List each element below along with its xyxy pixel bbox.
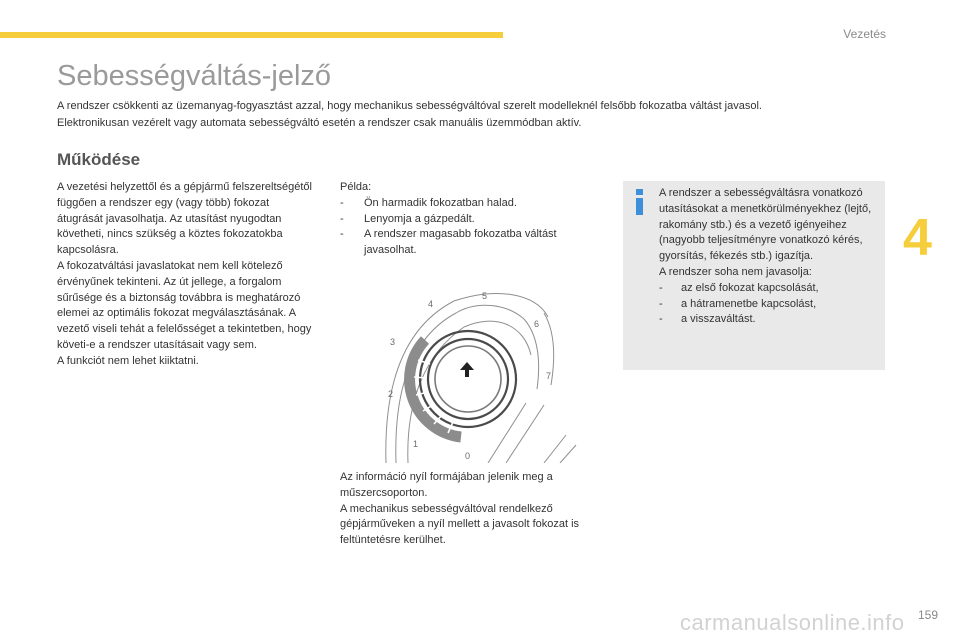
caption-paragraph: A mechanikus sebességváltóval rendelkező gépjárműveken a nyíl mellett a javasolt fokozat is feltüntetésre kerülhet. <box>340 502 580 547</box>
body-paragraph: A vezetési helyzettől és a gépjármű felszereltségétől függően a rendszer egy (vagy több) fokozat átugrását javasolhatja. Az utasítást nyugodtan követheti, nincs szükség a köztes fokozatokba kapcsolásra. <box>57 181 312 257</box>
intro-paragraph: Elektronikusan vezérelt vagy automata sebességváltó esetén a rendszer csak manuális üzemmódban aktív. <box>57 117 582 129</box>
gear-label-0: 0 <box>465 451 471 461</box>
info-text <box>659 186 879 328</box>
list-item: - A rendszer magasabb fokozatba váltást javasolhat. <box>340 227 600 259</box>
gear-label-5: 5 <box>482 291 488 301</box>
gear-label-1: 1 <box>413 439 419 449</box>
page-title: Sebességváltás-jelző <box>57 60 332 92</box>
list-item: - Lenyomja a gázpedált. <box>340 212 600 228</box>
info-icon <box>631 189 648 215</box>
info-box <box>623 181 885 370</box>
intro-paragraph: A rendszer csökkenti az üzemanyag-fogyasztást azzal, hogy mechanikus sebességváltóval szerelt modelleknél felsőbb fokozatba váltást javasol. <box>57 100 762 112</box>
body-paragraph: A funkciót nem lehet kiiktatni. <box>57 354 199 367</box>
example-list <box>340 196 600 259</box>
example-block <box>340 180 600 259</box>
body-paragraph: A fokozatváltási javaslatokat nem kell kötelező érvényűnek tekinteni. Az út jellege, a forgalom sűrűsége és a biztonság továbbra is meghatározó elemei az optimális fokozat megválasztásának. A vezető viseli tehát a felelősséget a tekintetben, hogy követi-e a rendszer utasításait vagy sem. <box>57 259 312 351</box>
caption-paragraph: Az információ nyíl formájában jelenik meg a műszercsoporton. <box>340 471 553 499</box>
top-accent-bar <box>0 32 503 38</box>
gear-label-7: 7 <box>546 371 552 381</box>
figure-caption <box>340 470 602 549</box>
list-item: - a visszaváltást. <box>659 312 879 328</box>
instrument-cluster-figure <box>376 285 602 463</box>
gear-label-3: 3 <box>390 337 396 347</box>
left-column <box>57 180 317 370</box>
list-item: - a hátramenetbe kapcsolást, <box>659 297 879 313</box>
chapter-number: 4 <box>903 209 932 267</box>
section-subtitle: Működése <box>57 150 141 169</box>
info-list <box>659 281 879 328</box>
list-item: - Ön harmadik fokozatban halad. <box>340 196 600 212</box>
gear-label-4: 4 <box>428 299 434 309</box>
section-header: Vezetés <box>843 27 886 41</box>
info-paragraph: A rendszer soha nem javasolja: <box>659 265 812 278</box>
info-paragraph: A rendszer a sebességváltásra vonatkozó utasításokat a menetkörülményekhez (lejtő, rakomány stb.) és a vezető igényeihez (nagyobb teljesítményre vonatkozó kérés, gyorsítás, fékezés stb.) igazítja. <box>659 187 872 263</box>
list-item: - az első fokozat kapcsolását, <box>659 281 879 297</box>
gear-label-2: 2 <box>388 389 394 399</box>
watermark: carmanualsonline.info <box>680 610 905 635</box>
page-number: 159 <box>917 608 938 622</box>
gear-label-6: 6 <box>534 319 540 329</box>
example-label: Példa: <box>340 181 372 193</box>
intro-text <box>57 98 887 132</box>
